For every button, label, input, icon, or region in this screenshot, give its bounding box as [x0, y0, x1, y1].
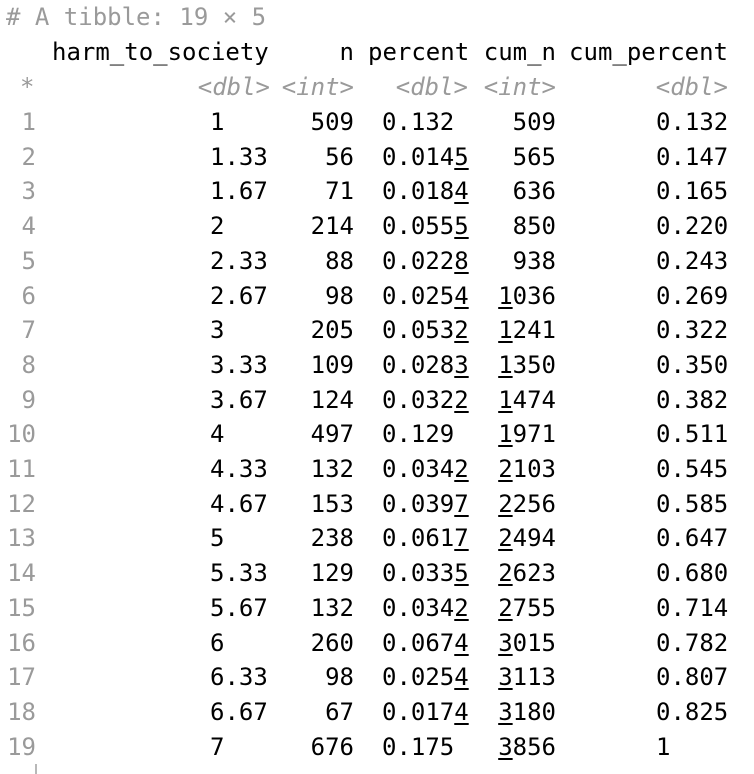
cell-percent	[382, 417, 454, 452]
cell-cum-percent: 0.647	[656, 524, 729, 553]
tibble-header: # A tibble: 19 × 5	[6, 3, 267, 31]
cell-cum-n-digits: 015	[512, 628, 556, 657]
type-cum-percent: <dbl>	[655, 73, 728, 101]
cell-harm-to-society: 6.33	[210, 663, 268, 692]
col-header-harm-to-society: harm_to_society	[52, 38, 269, 66]
cell-harm-to-society: 5	[210, 524, 225, 553]
cell-harm-to-society: 7	[210, 732, 225, 761]
cell-cum-n	[482, 279, 556, 314]
cell-cum-n-digits: 494	[512, 524, 556, 553]
cell-percent	[382, 591, 469, 626]
cell-cum-n-underlined-digit: 3	[498, 628, 513, 657]
type-harm-to-society: <dbl>	[197, 73, 270, 101]
cell-cum-n	[482, 348, 556, 383]
cell-cum-n-digits: 180	[512, 697, 556, 726]
cell-percent-underlined-digit: 2	[454, 385, 469, 414]
cell-cum-n-underlined-digit: 2	[498, 489, 513, 518]
cell-percent	[382, 556, 469, 591]
cell-cum-percent: 0.220	[656, 212, 729, 241]
cell-percent	[382, 140, 469, 175]
cell-harm-to-society: 5.33	[210, 559, 268, 588]
cell-cum-percent: 0.807	[656, 663, 729, 692]
cell-percent-digits: 0.033	[382, 559, 455, 588]
cell-cum-n	[482, 244, 556, 279]
cell-cum-n-digits: 241	[512, 316, 556, 345]
cell-harm-to-society: 5.67	[210, 593, 268, 622]
cell-cum-n	[482, 105, 556, 140]
cell-percent-underlined-digit: 2	[454, 455, 469, 483]
cell-cum-n-underlined-digit: 2	[498, 524, 513, 553]
cell-percent	[382, 660, 469, 695]
cell-cum-n	[482, 521, 556, 556]
cell-percent	[382, 695, 469, 730]
cell-percent-underlined-digit: 2	[454, 316, 469, 345]
cell-cum-percent: 0.350	[656, 350, 729, 379]
cell-cum-percent: 0.714	[656, 593, 729, 622]
cell-cum-n-digits: 856	[512, 732, 556, 761]
cell-percent-underlined-digit: 3	[454, 350, 469, 379]
cell-percent-digits: 0.175	[382, 732, 455, 761]
cell-percent-digits: 0.022	[382, 246, 455, 275]
cell-cum-n-underlined-digit: 2	[498, 559, 513, 588]
cell-cum-n	[482, 209, 556, 244]
cell-harm-to-society: 2	[210, 212, 225, 241]
row-index: 13	[7, 524, 36, 553]
cell-n: 56	[325, 142, 354, 171]
cell-n: 71	[325, 177, 354, 206]
cell-n: 132	[310, 455, 354, 483]
cell-cum-n	[482, 730, 556, 765]
cell-n: 497	[310, 420, 354, 449]
row-index: 3	[21, 177, 36, 206]
cell-cum-percent: 0.511	[656, 420, 729, 449]
cell-percent-digits: 0.025	[382, 663, 455, 692]
cell-cum-n	[482, 174, 556, 209]
cell-n: 88	[325, 246, 354, 275]
type-percent: <dbl>	[395, 73, 468, 101]
row-index: 15	[7, 593, 36, 622]
row-index: 4	[21, 212, 36, 241]
cell-cum-n-underlined-digit: 1	[498, 420, 513, 449]
cell-cum-n	[482, 591, 556, 626]
row-index: 2	[21, 142, 36, 171]
cell-percent	[382, 452, 469, 487]
cell-percent	[382, 626, 469, 661]
cell-cum-n-underlined-digit: 1	[498, 281, 513, 310]
row-index: 5	[21, 246, 36, 275]
cell-cum-n-underlined-digit: 3	[498, 663, 513, 692]
cell-n: 109	[310, 350, 354, 379]
row-index: 10	[7, 420, 36, 449]
cell-percent-digits: 0.055	[382, 212, 455, 241]
cell-percent-underlined-digit: 4	[454, 281, 469, 310]
cell-n: 98	[325, 281, 354, 310]
cell-n: 153	[310, 489, 354, 518]
cell-cum-percent: 0.382	[656, 385, 729, 414]
cell-cum-n	[482, 487, 556, 522]
cell-percent	[382, 348, 469, 383]
cell-cum-percent: 0.132	[656, 108, 729, 136]
cell-cum-n-digits: 256	[512, 489, 556, 518]
row-index: 18	[7, 697, 36, 726]
type-cum-n: <int>	[483, 73, 556, 101]
cell-n: 129	[310, 559, 354, 588]
cell-n: 260	[310, 628, 354, 657]
cell-n: 509	[310, 108, 354, 136]
cell-harm-to-society: 1.33	[210, 142, 268, 171]
cell-percent-underlined-digit: 7	[454, 524, 469, 553]
cell-percent-digits: 0.018	[382, 177, 455, 206]
cell-n: 238	[310, 524, 354, 553]
cell-cum-n	[482, 417, 556, 452]
cell-percent-underlined-digit: 7	[454, 489, 469, 518]
cell-cum-n	[482, 660, 556, 695]
row-index: 17	[7, 663, 36, 692]
cell-n: 124	[310, 385, 354, 414]
row-index: 19	[7, 732, 36, 761]
row-index: 12	[7, 489, 36, 518]
cell-percent	[382, 244, 469, 279]
row-index: 9	[21, 385, 36, 414]
cell-cum-percent: 0.680	[656, 559, 729, 588]
cell-n: 676	[310, 732, 354, 761]
cell-cum-n-digits: 103	[512, 455, 556, 483]
cell-cum-n	[482, 556, 556, 591]
cell-percent-underlined-digit: 8	[454, 246, 469, 275]
cell-cum-n	[482, 695, 556, 730]
cell-cum-percent: 0.585	[656, 489, 729, 518]
cell-percent-digits: 0.129	[382, 420, 455, 449]
cell-cum-percent: 0.165	[656, 177, 729, 206]
cell-harm-to-society: 6.67	[210, 697, 268, 726]
cell-cum-percent: 0.782	[656, 628, 729, 657]
row-index: 6	[21, 281, 36, 310]
cell-harm-to-society: 3	[210, 316, 225, 345]
cell-cum-n	[482, 452, 556, 487]
cell-percent	[382, 383, 469, 418]
cell-harm-to-society: 4.67	[210, 489, 268, 518]
cell-percent-underlined-digit: 5	[454, 142, 469, 171]
type-row-marker: *	[20, 73, 35, 101]
cell-percent-digits: 0.034	[382, 593, 455, 622]
cell-harm-to-society: 2.33	[210, 246, 268, 275]
cell-percent-digits: 0.028	[382, 350, 455, 379]
cell-cum-n-digits: 565	[512, 142, 556, 171]
cell-cum-n	[482, 626, 556, 661]
cell-percent-digits: 0.067	[382, 628, 455, 657]
cell-percent-underlined-digit: 4	[454, 177, 469, 206]
cell-cum-percent: 0.322	[656, 316, 729, 345]
cell-percent-underlined-digit: 4	[454, 663, 469, 692]
cell-percent-underlined-digit: 4	[454, 697, 469, 726]
cell-n: 132	[310, 593, 354, 622]
cell-percent	[382, 105, 454, 140]
cell-cum-n-digits: 474	[512, 385, 556, 414]
cell-cum-n-digits: 971	[512, 420, 556, 449]
cell-cum-n	[482, 140, 556, 175]
cell-harm-to-society: 2.67	[210, 281, 268, 310]
cell-percent	[382, 730, 454, 765]
cell-percent-digits: 0.061	[382, 524, 455, 553]
cell-cum-percent: 0.243	[656, 246, 729, 275]
cell-cum-n	[482, 313, 556, 348]
cell-percent-digits: 0.053	[382, 316, 455, 345]
cell-percent-digits: 0.014	[382, 142, 455, 171]
cell-cum-n-digits: 509	[512, 108, 556, 136]
row-index: 14	[7, 559, 36, 588]
col-header-cum-percent: cum_percent	[569, 38, 728, 66]
cell-cum-n-digits: 113	[512, 663, 556, 692]
tibble-header-line	[0, 0, 267, 35]
cell-cum-n-digits: 036	[512, 281, 556, 310]
cell-percent-digits: 0.034	[382, 455, 455, 483]
cell-percent-digits: 0.032	[382, 385, 455, 414]
cell-percent	[382, 487, 469, 522]
cell-cum-n-underlined-digit: 1	[498, 350, 513, 379]
row-index: 16	[7, 628, 36, 657]
cell-percent-digits: 0.017	[382, 697, 455, 726]
cell-harm-to-society: 3.33	[210, 350, 268, 379]
cell-n: 205	[310, 316, 354, 345]
cell-harm-to-society: 1.67	[210, 177, 268, 206]
cell-percent	[382, 209, 469, 244]
cell-percent-underlined-digit: 2	[454, 593, 469, 622]
cell-percent-digits: 0.039	[382, 489, 455, 518]
row-index: 8	[21, 350, 36, 379]
cell-cum-n-underlined-digit: 2	[498, 593, 513, 622]
cell-percent-digits: 0.025	[382, 281, 455, 310]
cell-cum-n-underlined-digit: 1	[498, 385, 513, 414]
cell-cum-n-underlined-digit: 3	[498, 697, 513, 726]
cell-n: 214	[310, 212, 354, 241]
cell-harm-to-society: 1	[210, 108, 225, 136]
cell-cum-n-digits: 755	[512, 593, 556, 622]
cell-percent	[382, 279, 469, 314]
cell-percent-digits: 0.132	[382, 108, 455, 136]
cell-cum-n-underlined-digit: 2	[498, 455, 513, 483]
col-header-percent: percent	[368, 38, 470, 66]
row-index: 1	[21, 108, 36, 136]
cell-cum-n-digits: 623	[512, 559, 556, 588]
cell-cum-n-underlined-digit: 1	[498, 316, 513, 345]
cell-harm-to-society: 6	[210, 628, 225, 657]
column-header-row	[0, 35, 728, 70]
type-n: <int>	[281, 73, 354, 101]
cell-harm-to-society: 4.33	[210, 455, 268, 483]
cell-cum-percent: 0.147	[656, 142, 729, 171]
cell-cum-n	[482, 383, 556, 418]
cell-percent	[382, 521, 469, 556]
cell-cum-percent: 1	[656, 732, 671, 761]
cell-percent	[382, 313, 469, 348]
cell-percent-underlined-digit: 4	[454, 628, 469, 657]
cell-cum-percent: 0.269	[656, 281, 729, 310]
cell-cum-n-digits: 938	[512, 246, 556, 275]
cell-cum-n-digits: 350	[512, 350, 556, 379]
cell-cum-n-underlined-digit: 3	[498, 732, 513, 761]
col-header-n: n	[339, 38, 354, 66]
column-type-row	[0, 70, 728, 105]
cell-cum-percent: 0.545	[656, 455, 729, 483]
cell-harm-to-society: 3.67	[210, 385, 268, 414]
cell-n: 67	[325, 697, 354, 726]
console-cursor	[35, 764, 37, 774]
cell-harm-to-society: 4	[210, 420, 225, 449]
cell-cum-percent: 0.825	[656, 697, 729, 726]
cell-cum-n-digits: 850	[512, 212, 556, 241]
cell-percent	[382, 174, 469, 209]
row-index: 7	[21, 316, 36, 345]
col-header-cum-n: cum_n	[483, 38, 556, 66]
row-index: 11	[7, 455, 36, 483]
cell-cum-n-digits: 636	[512, 177, 556, 206]
cell-percent-underlined-digit: 5	[454, 212, 469, 241]
cell-percent-underlined-digit: 5	[454, 559, 469, 588]
cell-n: 98	[325, 663, 354, 692]
